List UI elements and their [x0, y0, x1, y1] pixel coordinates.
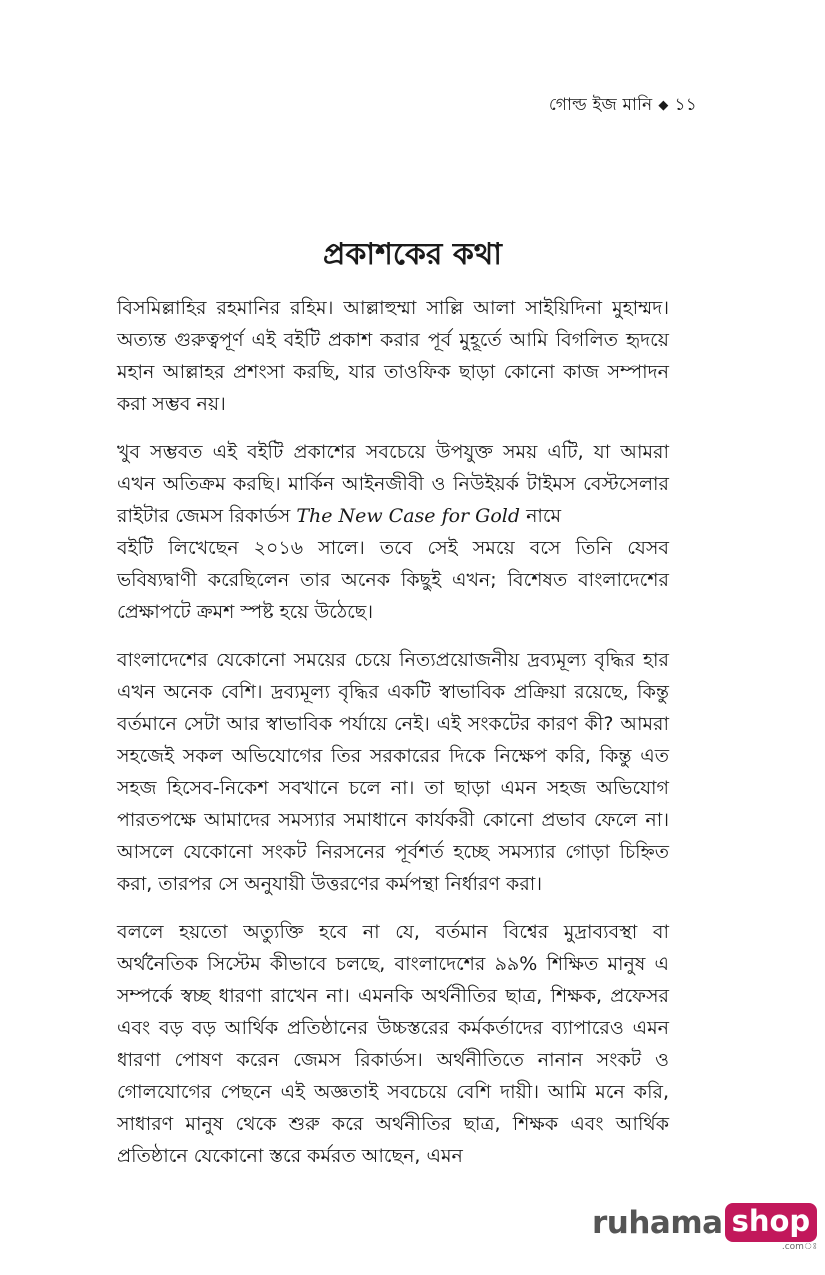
paragraph-2-text-start: খুব সম্ভবত এই বইটি প্রকাশের সবচেয়ে উপযুক্ত সময় এটি, যা আমরা এখন অতিক্রম করছি। মার্কিন আইনজীবী ও নিউইয়র্ক টাইমস বেস্টসেলার রাইটার জেমস রিকার্ডস	[117, 441, 669, 527]
logo-domain-suffix: .comঃ	[781, 1242, 818, 1252]
paragraph-2-text-mid: নামে	[520, 505, 562, 527]
logo-word-shop: shop	[725, 1203, 818, 1242]
book-title-italic: The New Case for Gold	[296, 505, 521, 527]
diamond-icon: ◆	[658, 97, 669, 113]
publisher-logo	[592, 1203, 818, 1252]
page-title: প্রকাশকের কথা	[323, 237, 502, 272]
paragraph-3: বাংলাদেশের যেকোনো সময়ের চেয়ে নিত্যপ্রয়োজনীয় দ্রব্যমূল্য বৃদ্ধির হার এখন অনেক বেশি। দ্রব্যমূল্য বৃদ্ধির একটি স্বাভাবিক প্রক্রিয়া রয়েছে, কিন্তু বর্তমানে সেটা আর স্বাভাবিক পর্যায়ে নেই। এই সংকটের কারণ কী? আমরা সহজেই সকল অভিযোগের তির সরকারের দিকে নিক্ষেপ করি, কিন্তু এত সহজ হিসেব-নিকেশ সবখানে চলে না। তা ছাড়া এমন সহজ অভিযোগ পারতপক্ষে আমাদের সমস্যার সমাধানে কার্যকরী কোনো প্রভাব ফেলে না। আসলে যেকোনো সংকট নিরসনের পূর্বশর্ত হচ্ছে সমস্যার গোড়া চিহ্নিত করা, তারপর সে অনুযায়ী উত্তরণের কর্মপন্থা নির্ধারণ করা।	[117, 649, 669, 895]
logo-word-ruhama: ruhama	[592, 1204, 723, 1241]
paragraph-1: বিসমিল্লাহির রহমানির রহিম। আল্লাহুম্মা সাল্লি আলা সাইয়িদিনা মুহাম্মদ। অত্যন্ত গুরুত্বপূর্ণ এই বইটি প্রকাশ করার পূর্ব মুহূর্তে আমি বিগলিত হৃদয়ে মহান আল্লাহর প্রশংসা করছি, যার তাওফিক ছাড়া কোনো কাজ সম্পাদন করা সম্ভব নয়।	[117, 297, 669, 415]
paragraph-4: বললে হয়তো অত্যুক্তি হবে না যে, বর্তমান বিশ্বের মুদ্রাব্যবস্থা বা অর্থনৈতিক সিস্টেম কীভাবে চলছে, বাংলাদেশের ৯৯% শিক্ষিত মানুষ এ সম্পর্কে স্বচ্ছ ধারণা রাখেন না। এমনকি অর্থনীতির ছাত্র, শিক্ষক, প্রফেসর এবং বড় বড় আর্থিক প্রতিষ্ঠানের উচ্চস্তরের কর্মকর্তাদের ব্যাপারেও এমন ধারণা পোষণ করেন জেমস রিকার্ডস। অর্থনীতিতে নানান সংকট ও গোলযোগের পেছনে এই অজ্ঞতাই সবচেয়ে বেশি দায়ী। আমি মনে করি, সাধারণ মানুষ থেকে শুরু করে অর্থনীতির ছাত্র, শিক্ষক এবং আর্থিক প্রতিষ্ঠানে যেকোনো স্তরে কর্মরত আছেন, এমন	[117, 921, 669, 1167]
paragraph-2	[117, 436, 669, 628]
page-number: ১১	[674, 95, 697, 115]
paragraph-2-text-end: বইটি লিখেছেন ২০১৬ সালে। তবে সেই সময়ে বসে তিনি যেসব ভবিষ্যদ্বাণী করেছিলেন তার অনেক কিছুই এখন; বিশেষত বাংলাদেশের প্রেক্ষাপটে ক্রমশ স্পষ্ট হয়ে উঠেছে।	[117, 537, 669, 623]
running-head-title: গোল্ড ইজ মানি	[548, 95, 653, 115]
running-head	[549, 92, 697, 120]
logo-shop-badge	[725, 1203, 818, 1252]
body-text	[117, 292, 669, 1188]
